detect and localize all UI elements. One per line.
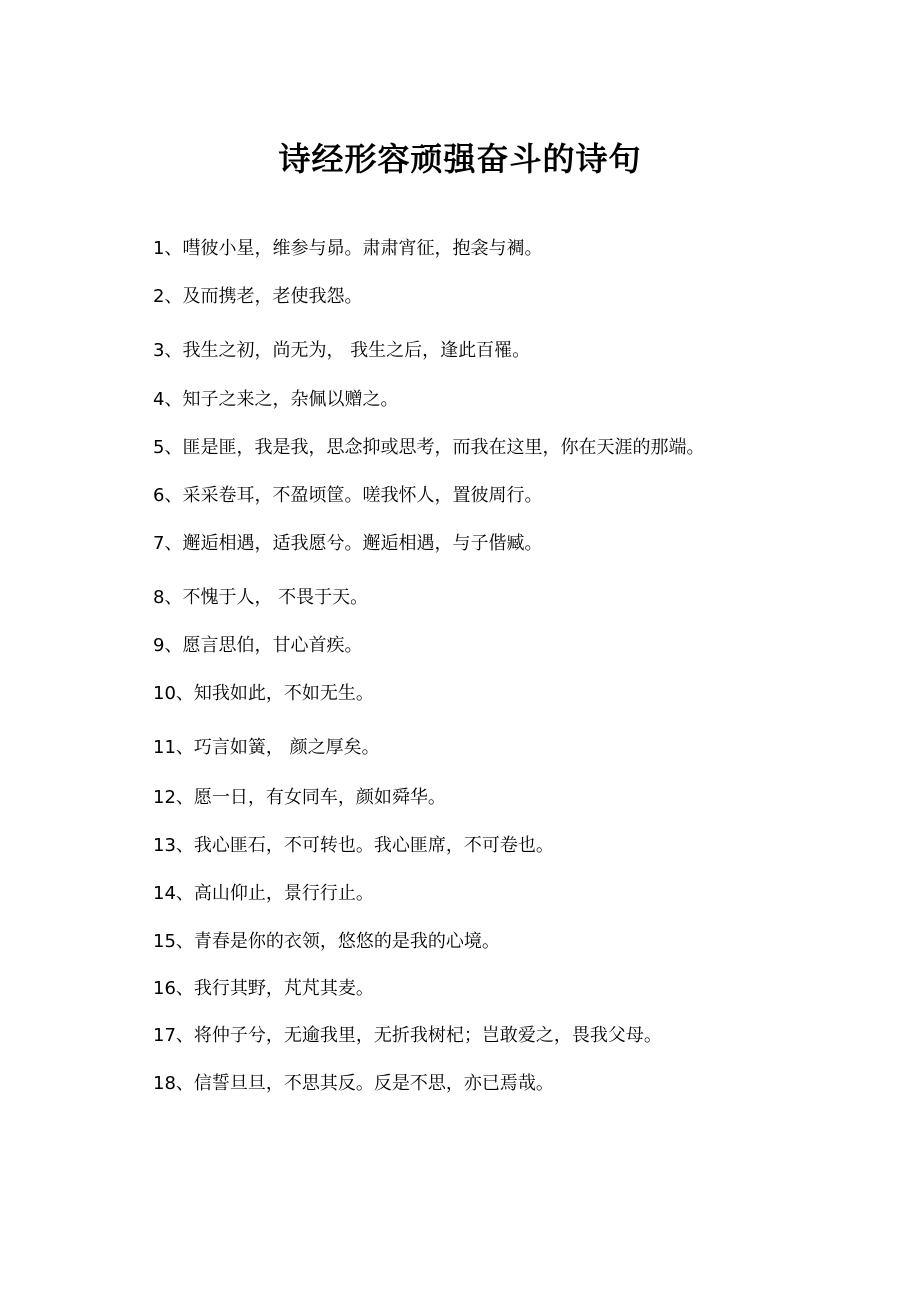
poem-line-12: 12、愿一日，有女同车，颜如舜华。 xyxy=(153,787,446,808)
poem-line-6: 6、采采卷耳，不盈顷筐。嗟我怀人，置彼周行。 xyxy=(153,485,543,506)
poem-line-3: 3、我生之初，尚无为， 我生之后，逢此百罹。 xyxy=(153,340,531,361)
poem-line-2: 2、及而携老，老使我怨。 xyxy=(153,286,363,307)
poem-line-15: 15、青春是你的衣领，悠悠的是我的心境。 xyxy=(153,931,500,952)
poem-line-16: 16、我行其野，芃芃其麦。 xyxy=(153,978,374,999)
poem-line-11: 11、巧言如簧， 颜之厚矣。 xyxy=(153,737,380,758)
page-title: 诗经形容顽强奋斗的诗句 xyxy=(278,140,642,179)
poem-line-10: 10、知我如此，不如无生。 xyxy=(153,683,374,704)
poem-line-13: 13、我心匪石，不可转也。我心匪席，不可卷也。 xyxy=(153,835,554,856)
poem-line-1: 1、嘒彼小星，维参与昴。肃肃宵征，抱衾与裯。 xyxy=(153,238,543,259)
poem-line-4: 4、知子之来之，杂佩以赠之。 xyxy=(153,389,399,410)
poem-line-14: 14、高山仰止，景行行止。 xyxy=(153,883,374,904)
poem-line-9: 9、愿言思伯，甘心首疾。 xyxy=(153,635,363,656)
poem-line-8: 8、不愧于人， 不畏于天。 xyxy=(153,587,369,608)
poem-line-18: 18、信誓旦旦，不思其反。反是不思，亦已焉哉。 xyxy=(153,1073,554,1094)
poem-line-7: 7、邂逅相遇，适我愿兮。邂逅相遇，与子偕臧。 xyxy=(153,533,543,554)
poem-line-5: 5、匪是匪，我是我，思念抑或思考，而我在这里，你在天涯的那端。 xyxy=(153,437,705,458)
poem-line-17: 17、将仲子兮，无逾我里，无折我树杞；岂敢爱之，畏我父母。 xyxy=(153,1025,662,1046)
